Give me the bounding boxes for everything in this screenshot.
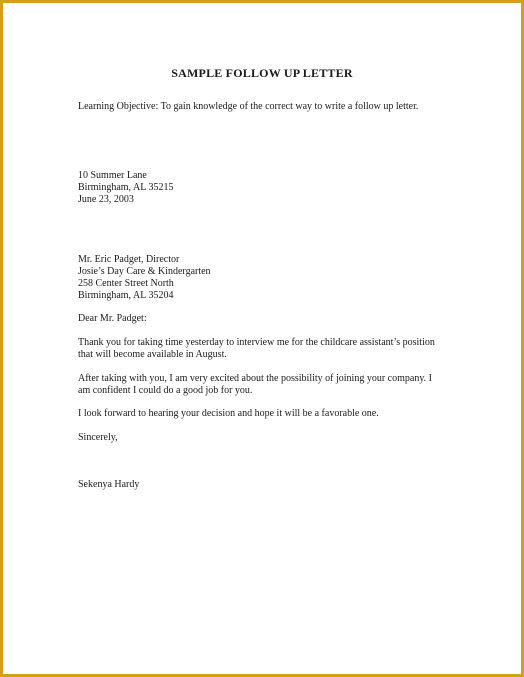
recipient-line: Mr. Eric Padget, Director — [78, 254, 180, 265]
closing: Sincerely, — [78, 432, 118, 443]
paragraph-line: am confident I could do a good job for you. — [78, 385, 253, 396]
paragraph-line: After taking with you, I am very excited about the possibility of joining your company. I — [78, 373, 432, 384]
sender-address-line: Birmingham, AL 35215 — [78, 182, 174, 193]
recipient-line: 258 Center Street North — [78, 278, 174, 289]
salutation: Dear Mr. Padget: — [78, 313, 147, 324]
page-title: SAMPLE FOLLOW UP LETTER — [171, 66, 353, 80]
signature-name: Sekenya Hardy — [78, 479, 140, 490]
sender-address-line: 10 Summer Lane — [78, 170, 147, 181]
recipient-line: Josie’s Day Care & Kindergarten — [78, 266, 211, 277]
paragraph-line: I look forward to hearing your decision and hope it will be a favorable one. — [78, 408, 379, 419]
recipient-line: Birmingham, AL 35204 — [78, 290, 174, 301]
paragraph-line: that will become available in August. — [78, 349, 227, 360]
letter-date: June 23, 2003 — [78, 194, 134, 205]
paragraph-line: Thank you for taking time yesterday to interview me for the childcare assistant’s position — [78, 337, 435, 348]
learning-objective: Learning Objective: To gain knowledge of the correct way to write a follow up letter. — [78, 101, 419, 112]
